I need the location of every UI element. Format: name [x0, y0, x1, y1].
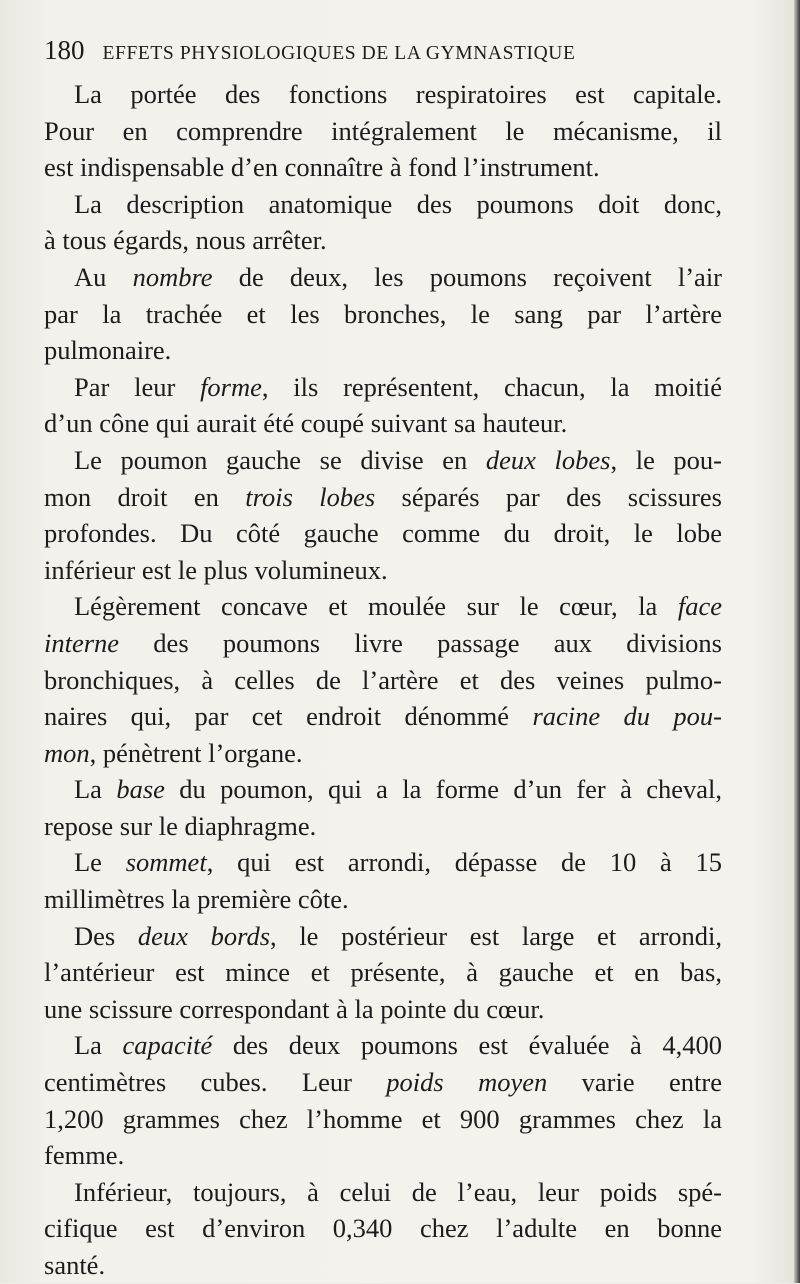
- text-run: l’antérieur est mince et présente, à gauche et en bas,: [44, 957, 722, 988]
- text-run: femme.: [44, 1140, 125, 1171]
- text-run: , le postérieur est large et arrondi,: [270, 920, 723, 951]
- text-run: d’un cône qui aurait été coupé suivant sa hauteur.: [44, 408, 568, 439]
- text-line: [44, 588, 722, 625]
- text-run: Légèrement concave et moulée sur le cœur, la: [74, 591, 678, 622]
- text-run: repose sur le diaphragme.: [44, 810, 317, 841]
- text-run: Le poumon gauche se divise en: [74, 444, 486, 475]
- italic-term: capacité: [122, 1030, 213, 1061]
- text-run: inférieur est le plus volumineux.: [44, 554, 388, 585]
- text-run: varie entre: [547, 1067, 722, 1098]
- text-line: [44, 479, 722, 516]
- text-run: par la trachée et les bronches, le sang par l’artère: [44, 298, 722, 329]
- text-line: [44, 1247, 722, 1284]
- text-line: [44, 1064, 722, 1101]
- text-run: bronchiques, à celles de l’artère et des veines pulmo-: [44, 664, 722, 695]
- text-line: [44, 844, 722, 881]
- italic-term: base: [116, 774, 165, 805]
- text-run: , ils représentent, chacun, la moitié: [261, 371, 722, 402]
- text-run: , le pou-: [610, 444, 723, 475]
- text-line: [44, 881, 722, 918]
- italic-term: interne: [44, 627, 120, 658]
- text-line: [44, 149, 722, 186]
- text-line: [44, 259, 722, 296]
- text-line: [44, 698, 722, 735]
- text-run: Pour en comprendre intégralement le mécanisme, il: [44, 115, 722, 146]
- text-run: Par leur: [74, 371, 201, 402]
- text-line: [44, 113, 722, 150]
- text-line: [44, 332, 722, 369]
- running-title: EFFETS PHYSIOLOGIQUES DE LA GYMNASTIQUE: [102, 43, 576, 64]
- text-line: [44, 1101, 722, 1138]
- text-line: [44, 515, 722, 552]
- text-line: [44, 735, 722, 772]
- text-run: La: [74, 1030, 123, 1061]
- text-run: Inférieur, toujours, à celui de l’eau, leur poids spé-: [74, 1176, 722, 1207]
- text-line: [44, 369, 722, 406]
- text-line: [44, 1027, 722, 1064]
- text-line: [44, 771, 722, 808]
- text-line: [44, 918, 722, 955]
- italic-term: trois lobes: [245, 481, 376, 512]
- page-header: [44, 30, 744, 70]
- text-run: séparés par des scissures: [375, 481, 722, 512]
- text-run: du poumon, qui a la forme d’un fer à cheval,: [164, 774, 722, 805]
- text-run: 1,200 grammes chez l’homme et 900 grammes chez la: [44, 1103, 722, 1134]
- italic-term: face: [677, 591, 722, 622]
- text-line: [44, 1210, 722, 1247]
- text-line: [44, 296, 722, 333]
- text-line: [44, 808, 722, 845]
- text-run: pulmonaire.: [44, 335, 172, 366]
- text-run: des poumons livre passage aux divisions: [119, 627, 722, 658]
- text-line: [44, 222, 722, 259]
- text-run: est indispensable d’en connaître à fond l’instrument.: [44, 152, 600, 183]
- text-run: , pénètrent l’organe.: [89, 737, 303, 768]
- text-run: Au: [74, 261, 133, 292]
- text-run: Des: [74, 920, 138, 951]
- body-text: [44, 76, 722, 1284]
- text-line: [44, 662, 722, 699]
- text-run: santé.: [44, 1250, 106, 1280]
- italic-term: deux bords: [137, 920, 271, 951]
- text-run: à tous égards, nous arrêter.: [44, 225, 327, 256]
- text-run: Le: [74, 847, 126, 878]
- italic-term: sommet: [125, 847, 207, 878]
- text-run: des deux poumons est évaluée à 4,400: [212, 1030, 722, 1061]
- text-run: naires qui, par cet endroit dénommé: [44, 701, 533, 732]
- page-edge-shadow: [794, 0, 800, 1283]
- text-run: , qui est arrondi, dépasse de 10 à 15: [206, 847, 723, 878]
- italic-term: poids moyen: [386, 1067, 548, 1098]
- italic-term: deux lobes: [485, 444, 611, 475]
- text-line: [44, 1174, 722, 1211]
- text-run: centimètres cubes. Leur: [44, 1067, 387, 1098]
- italic-term: racine du pou-: [532, 701, 723, 732]
- text-line: [44, 405, 722, 442]
- text-line: [44, 991, 722, 1028]
- page-number: 180: [44, 35, 85, 65]
- text-run: une scissure correspondant à la pointe du cœur.: [44, 993, 545, 1024]
- text-line: [44, 1137, 722, 1174]
- text-run: La portée des fonctions respiratoires est capitale.: [74, 79, 722, 109]
- text-line: [44, 552, 722, 589]
- text-run: profondes. Du côté gauche comme du droit, le lobe: [44, 518, 722, 549]
- text-run: La: [74, 774, 117, 805]
- text-run: mon droit en: [44, 481, 246, 512]
- italic-term: mon: [44, 737, 90, 768]
- italic-term: forme: [200, 371, 262, 402]
- italic-term: nombre: [132, 261, 213, 292]
- text-run: La description anatomique des poumons doit donc,: [74, 188, 722, 219]
- text-line: [44, 625, 722, 662]
- text-line: [44, 442, 722, 479]
- text-run: de deux, les poumons reçoivent l’air: [212, 261, 723, 292]
- text-line: [44, 186, 722, 223]
- text-line: [44, 954, 722, 991]
- text-line: [44, 76, 722, 113]
- text-run: cifique est d’environ 0,340 chez l’adulte en bonne: [44, 1213, 722, 1244]
- text-run: millimètres la première côte.: [44, 884, 349, 915]
